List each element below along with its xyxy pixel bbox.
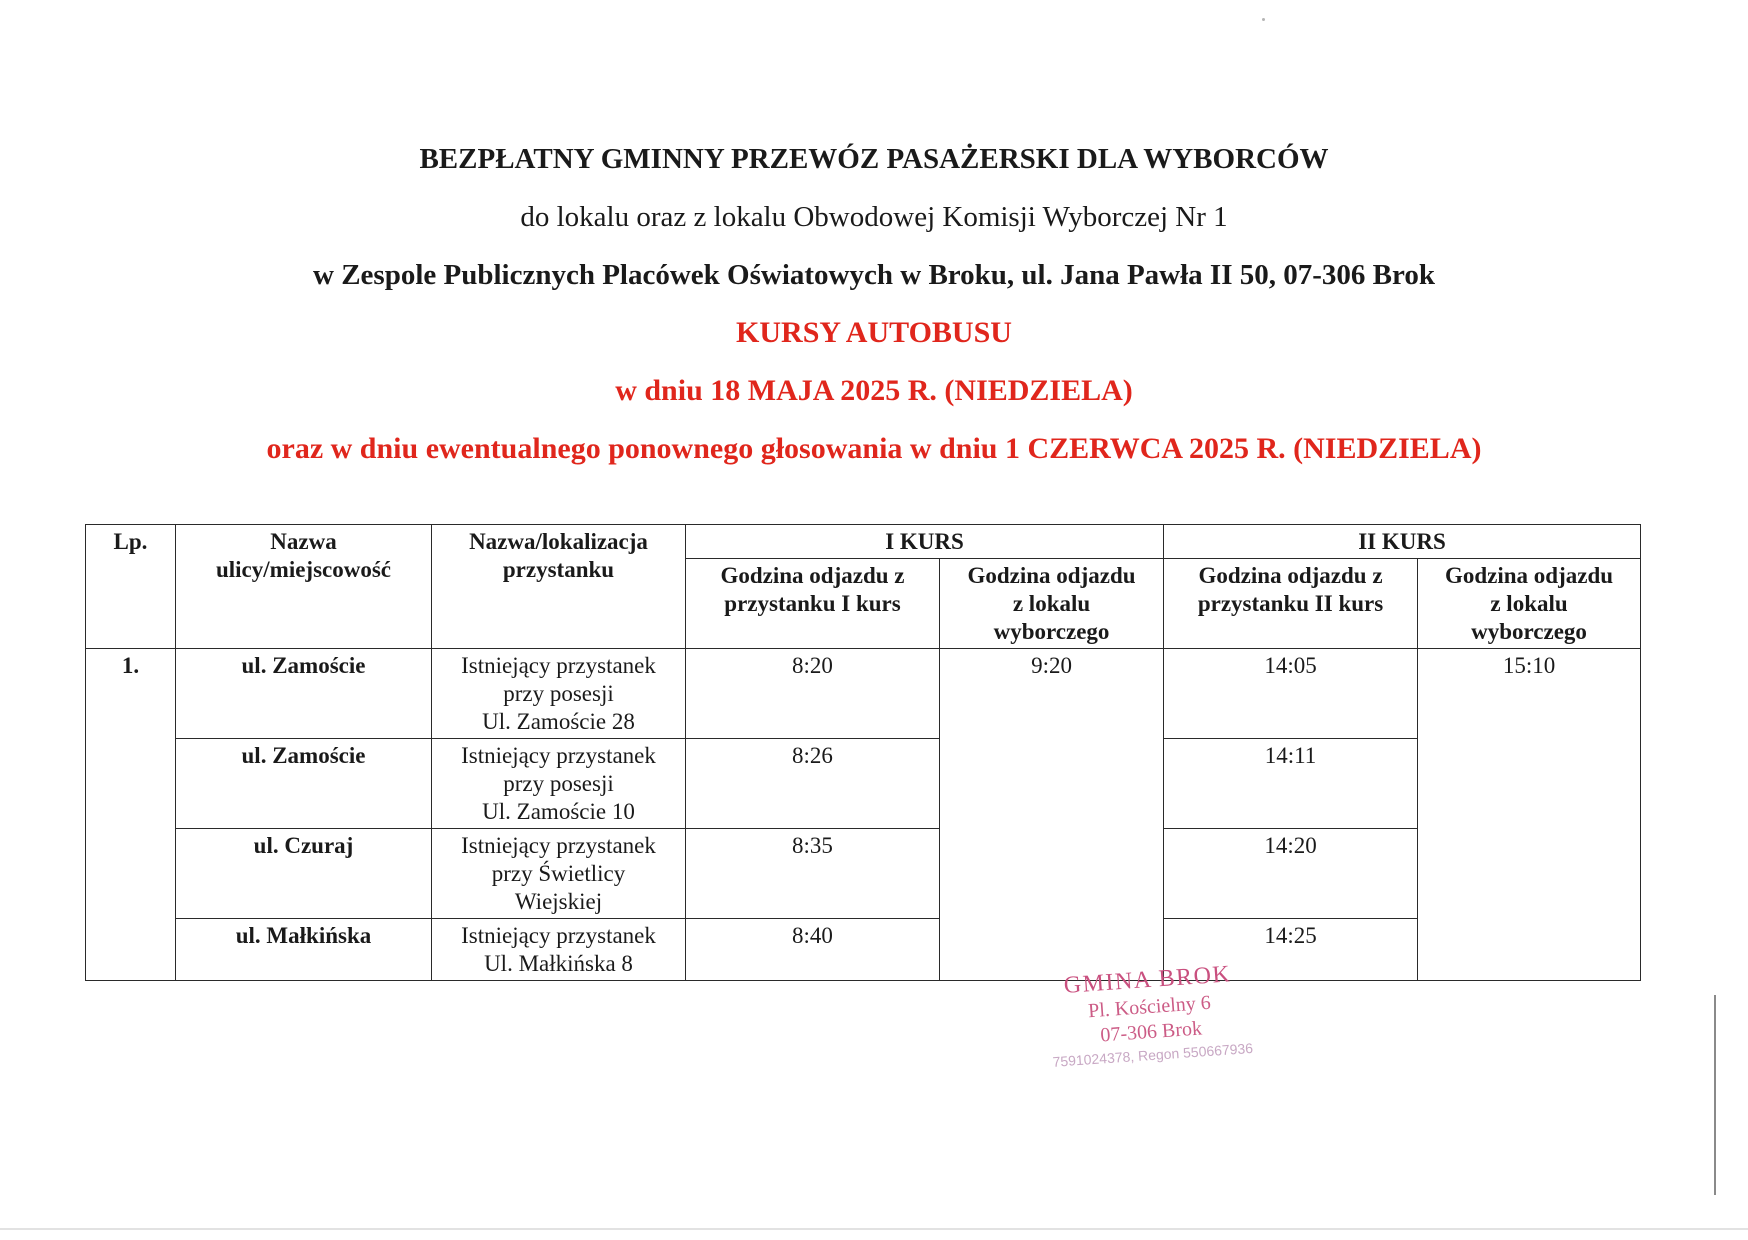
- stop-location: Istniejący przystanek przy Świetlicy Wiejskiej: [432, 829, 686, 919]
- election-date-line: w dniu 18 MAJA 2025 R. (NIEDZIELA): [615, 374, 1133, 407]
- stamp-street: Pl. Kościelny 6: [1087, 991, 1212, 1023]
- location-line: w Zespole Publicznych Placówek Oświatowych w Broku, ul. Jana Pawła II 50, 07-306 Brok: [313, 259, 1435, 291]
- header-row-top: [86, 525, 1641, 559]
- document-header: [0, 130, 1748, 478]
- stamp-name: GMINA BROK: [1063, 961, 1233, 999]
- street-name: ul. Zamoście: [176, 739, 432, 829]
- second-round-line: oraz w dniu ewentualnego ponownego głosowania w dniu 1 CZERWCA 2025 R. (NIEDZIELA): [266, 432, 1482, 465]
- col-header-k2-return: Godzina odjazdu z lokalu wyborczego: [1418, 559, 1641, 649]
- k1-departure-time: 8:26: [686, 739, 940, 829]
- col-header-k1-return: Godzina odjazdu z lokalu wyborczego: [940, 559, 1164, 649]
- bus-schedule-table: [85, 524, 1641, 981]
- stop-location: Istniejący przystanek Ul. Małkińska 8: [432, 919, 686, 981]
- row-number: 1.: [86, 649, 176, 981]
- col-header-street: Nazwa ulicy/miejscowość: [176, 525, 432, 649]
- col-header-k2-departure: Godzina odjazdu z przystanku II kurs: [1164, 559, 1418, 649]
- col-header-kurs-2: II KURS: [1164, 525, 1641, 559]
- document-subtitle: do lokalu oraz z lokalu Obwodowej Komisji Wyborczej Nr 1: [520, 201, 1228, 233]
- scan-speck: [1262, 18, 1265, 21]
- table-row: [86, 829, 1641, 919]
- street-name: ul. Zamoście: [176, 649, 432, 739]
- section-heading: KURSY AUTOBUSU: [736, 316, 1012, 349]
- street-name: ul. Małkińska: [176, 919, 432, 981]
- k2-return-time: 15:10: [1418, 649, 1641, 981]
- table-row: [86, 739, 1641, 829]
- scan-edge-right: [1714, 995, 1716, 1195]
- k2-departure-time: 14:11: [1164, 739, 1418, 829]
- k1-departure-time: 8:20: [686, 649, 940, 739]
- table-row: [86, 919, 1641, 981]
- stop-location: Istniejący przystanek przy posesji Ul. Zamoście 28: [432, 649, 686, 739]
- col-header-lp: Lp.: [86, 525, 176, 649]
- col-header-kurs-1: I KURS: [686, 525, 1164, 559]
- col-header-stop: Nazwa/lokalizacja przystanku: [432, 525, 686, 649]
- k2-departure-time: 14:05: [1164, 649, 1418, 739]
- stop-location: Istniejący przystanek przy posesji Ul. Zamoście 10: [432, 739, 686, 829]
- street-name: ul. Czuraj: [176, 829, 432, 919]
- k2-departure-time: 14:20: [1164, 829, 1418, 919]
- municipal-stamp: [1017, 956, 1283, 1074]
- col-header-k1-departure: Godzina odjazdu z przystanku I kurs: [686, 559, 940, 649]
- stamp-registry: 7591024378, Regon 550667936: [1052, 1039, 1254, 1070]
- document-title: BEZPŁATNY GMINNY PRZEWÓZ PASAŻERSKI DLA WYBORCÓW: [419, 143, 1329, 175]
- k1-departure-time: 8:40: [686, 919, 940, 981]
- stamp-postcode: 07-306 Brok: [1099, 1017, 1203, 1047]
- table-row: [86, 649, 1641, 739]
- k2-departure-time: 14:25: [1164, 919, 1418, 981]
- k1-return-time: 9:20: [940, 649, 1164, 981]
- k1-departure-time: 8:35: [686, 829, 940, 919]
- scan-edge-bottom: [0, 1228, 1748, 1230]
